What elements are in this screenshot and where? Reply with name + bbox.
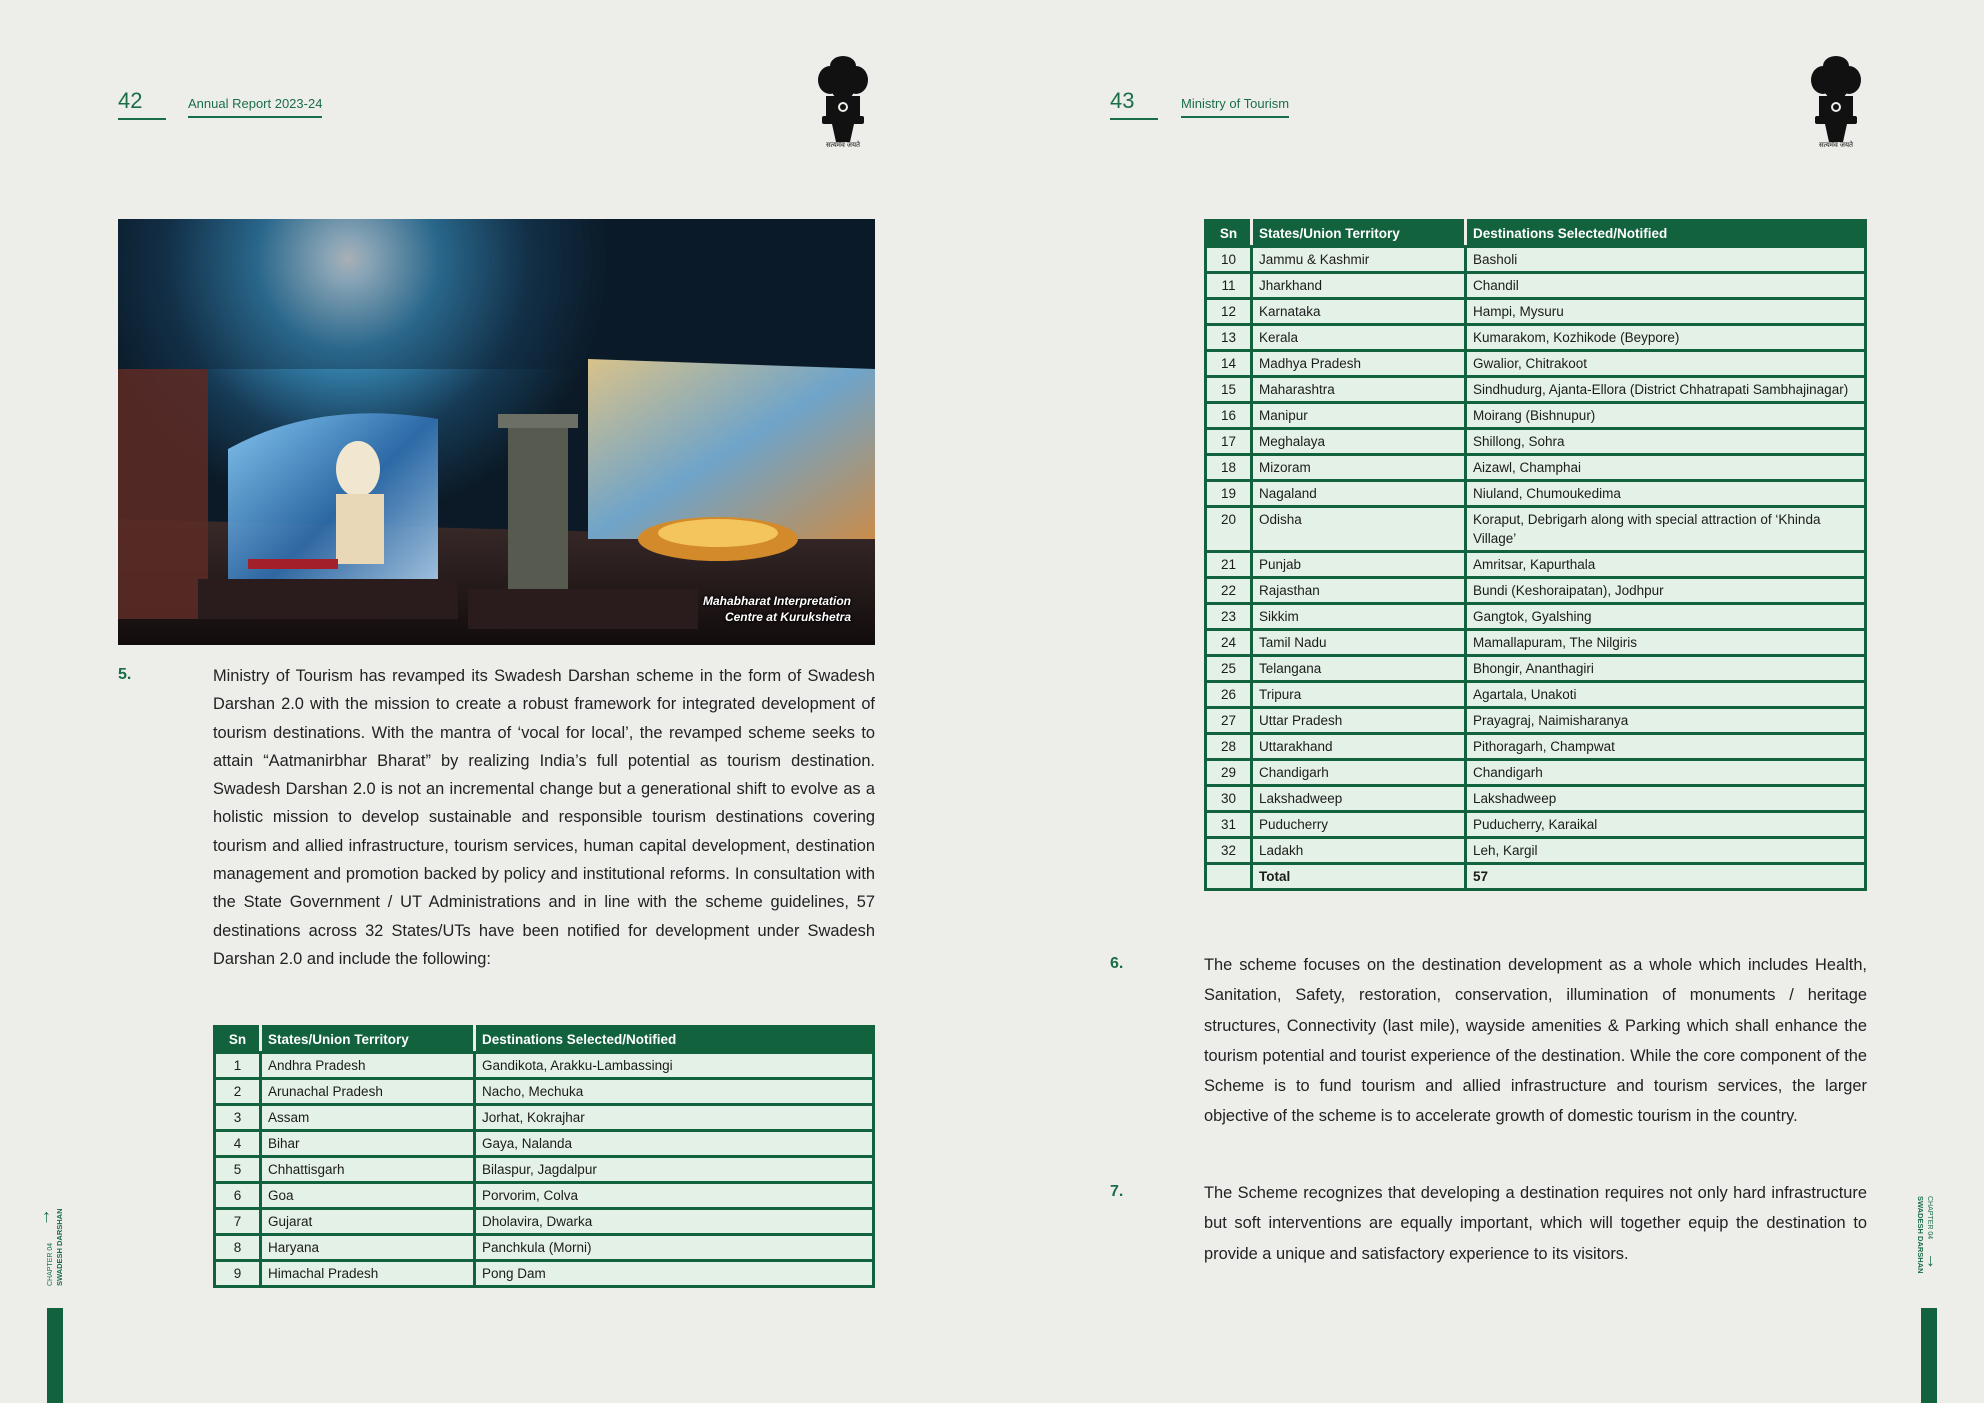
cell-state: Rajasthan bbox=[1252, 578, 1466, 604]
cell-state: Jharkhand bbox=[1252, 273, 1466, 299]
table-row bbox=[215, 1131, 874, 1157]
table-row bbox=[1206, 682, 1866, 708]
table-row bbox=[1206, 403, 1866, 429]
table-row bbox=[1206, 247, 1866, 273]
cell-state: Jammu & Kashmir bbox=[1252, 247, 1466, 273]
cell-state: Maharashtra bbox=[1252, 377, 1466, 403]
cell-sn: 30 bbox=[1206, 786, 1252, 812]
table-row bbox=[1206, 630, 1866, 656]
photo-interpretation-centre bbox=[118, 219, 875, 645]
cell-state: Uttarakhand bbox=[1252, 734, 1466, 760]
table-row bbox=[215, 1053, 874, 1079]
cell-state: Mizoram bbox=[1252, 455, 1466, 481]
national-emblem-icon bbox=[1803, 50, 1869, 150]
cell-sn: 27 bbox=[1206, 708, 1252, 734]
cell-destinations: Lakshadweep bbox=[1466, 786, 1866, 812]
image-caption-line-2: Centre at Kurukshetra bbox=[724, 610, 851, 624]
cell-sn: 31 bbox=[1206, 812, 1252, 838]
cell-total-sn bbox=[1206, 864, 1252, 890]
cell-state: Karnataka bbox=[1252, 299, 1466, 325]
cell-state: Uttar Pradesh bbox=[1252, 708, 1466, 734]
table-row bbox=[1206, 578, 1866, 604]
chapter-label-small: CHAPTER 04 bbox=[47, 1242, 54, 1286]
table-row bbox=[1206, 604, 1866, 630]
national-emblem-icon bbox=[810, 50, 876, 150]
para-5-number: 5. bbox=[118, 666, 132, 683]
cell-destinations: Chandil bbox=[1466, 273, 1866, 299]
cell-state: Tripura bbox=[1252, 682, 1466, 708]
cell-destinations: Gaya, Nalanda bbox=[475, 1131, 874, 1157]
cell-sn: 3 bbox=[215, 1105, 261, 1131]
cell-destinations: Basholi bbox=[1466, 247, 1866, 273]
table-row bbox=[1206, 760, 1866, 786]
cell-total-value: 57 bbox=[1466, 864, 1866, 890]
cell-sn: 5 bbox=[215, 1157, 261, 1183]
cell-destinations: Jorhat, Kokrajhar bbox=[475, 1105, 874, 1131]
cell-state: Kerala bbox=[1252, 325, 1466, 351]
table-row bbox=[215, 1105, 874, 1131]
cell-destinations: Koraput, Debrigarh along with special attraction of ‘Khinda Village’ bbox=[1466, 507, 1866, 552]
table-total-row bbox=[1206, 864, 1866, 890]
emblem-caption-right: सत्यमेव जयते bbox=[1818, 142, 1854, 149]
cell-sn: 21 bbox=[1206, 552, 1252, 578]
cell-destinations: Panchkula (Morni) bbox=[475, 1235, 874, 1261]
cell-destinations: Gwalior, Chitrakoot bbox=[1466, 351, 1866, 377]
cell-destinations: Bilaspur, Jagdalpur bbox=[475, 1157, 874, 1183]
cell-destinations: Aizawl, Champhai bbox=[1466, 455, 1866, 481]
table-row bbox=[1206, 734, 1866, 760]
table-row bbox=[1206, 812, 1866, 838]
side-tab-left bbox=[47, 1308, 63, 1403]
table-header-row bbox=[215, 1027, 874, 1053]
cell-state: Ladakh bbox=[1252, 838, 1466, 864]
table-row bbox=[215, 1209, 874, 1235]
cell-destinations: Puducherry, Karaikal bbox=[1466, 812, 1866, 838]
cell-state: Bihar bbox=[261, 1131, 475, 1157]
cell-state: Chandigarh bbox=[1252, 760, 1466, 786]
chapter-label-bold: SWADESH DARSHAN bbox=[55, 1208, 64, 1286]
cell-sn: 24 bbox=[1206, 630, 1252, 656]
cell-sn: 2 bbox=[215, 1079, 261, 1105]
chapter-label-small: CHAPTER 04 bbox=[1926, 1196, 1933, 1240]
table-row bbox=[215, 1157, 874, 1183]
destinations-table-left bbox=[213, 1025, 875, 1288]
header-sn: Sn bbox=[215, 1027, 261, 1053]
side-tab-right bbox=[1921, 1308, 1937, 1403]
cell-state: Puducherry bbox=[1252, 812, 1466, 838]
cell-sn: 32 bbox=[1206, 838, 1252, 864]
header-state: States/Union Territory bbox=[261, 1027, 475, 1053]
table-row bbox=[1206, 455, 1866, 481]
para-6-number: 6. bbox=[1110, 955, 1124, 972]
cell-state: Arunachal Pradesh bbox=[261, 1079, 475, 1105]
cell-destinations: Amritsar, Kapurthala bbox=[1466, 552, 1866, 578]
cell-destinations: Pithoragarh, Champwat bbox=[1466, 734, 1866, 760]
table-row bbox=[1206, 786, 1866, 812]
table-row bbox=[1206, 656, 1866, 682]
cell-state: Chhattisgarh bbox=[261, 1157, 475, 1183]
cell-sn: 20 bbox=[1206, 507, 1252, 552]
cell-state: Meghalaya bbox=[1252, 429, 1466, 455]
cell-destinations: Nacho, Mechuka bbox=[475, 1079, 874, 1105]
cell-sn: 26 bbox=[1206, 682, 1252, 708]
running-head-right: Ministry of Tourism bbox=[1181, 96, 1290, 111]
cell-sn: 22 bbox=[1206, 578, 1252, 604]
table-row bbox=[215, 1261, 874, 1287]
table-row bbox=[1206, 552, 1866, 578]
cell-sn: 14 bbox=[1206, 351, 1252, 377]
cell-sn: 9 bbox=[215, 1261, 261, 1287]
image-caption bbox=[703, 593, 851, 625]
cell-destinations: Leh, Kargil bbox=[1466, 838, 1866, 864]
header-sn: Sn bbox=[1206, 221, 1252, 247]
cell-destinations: Mamallapuram, The Nilgiris bbox=[1466, 630, 1866, 656]
hero-photo bbox=[118, 219, 875, 645]
arrow-up-icon: ↑ bbox=[42, 1206, 51, 1226]
cell-destinations: Agartala, Unakoti bbox=[1466, 682, 1866, 708]
cell-state: Odisha bbox=[1252, 507, 1466, 552]
cell-state: Himachal Pradesh bbox=[261, 1261, 475, 1287]
table-row bbox=[1206, 708, 1866, 734]
page-number-right: 43 bbox=[1110, 88, 1135, 113]
cell-sn: 4 bbox=[215, 1131, 261, 1157]
cell-sn: 1 bbox=[215, 1053, 261, 1079]
table-row bbox=[1206, 838, 1866, 864]
table-row bbox=[1206, 351, 1866, 377]
table-row bbox=[1206, 299, 1866, 325]
para-7-text: The Scheme recognizes that developing a destination requires not only hard infrastructure but soft interventions are equally important, which will together equip the destination to provide a unique and satisfactory experience to its visitors. bbox=[1204, 1184, 1867, 1263]
cell-destinations: Dholavira, Dwarka bbox=[475, 1209, 874, 1235]
cell-state: Telangana bbox=[1252, 656, 1466, 682]
cell-sn: 6 bbox=[215, 1183, 261, 1209]
cell-state: Punjab bbox=[1252, 552, 1466, 578]
table-row bbox=[1206, 507, 1866, 552]
cell-destinations: Gandikota, Arakku-Lambassingi bbox=[475, 1053, 874, 1079]
table-row bbox=[215, 1079, 874, 1105]
cell-destinations: Pong Dam bbox=[475, 1261, 874, 1287]
table-row bbox=[1206, 325, 1866, 351]
cell-sn: 12 bbox=[1206, 299, 1252, 325]
destinations-table-right bbox=[1204, 219, 1867, 891]
cell-destinations: Chandigarh bbox=[1466, 760, 1866, 786]
cell-destinations: Niuland, Chumoukedima bbox=[1466, 481, 1866, 507]
table-row bbox=[215, 1183, 874, 1209]
cell-total-label: Total bbox=[1252, 864, 1466, 890]
cell-destinations: Shillong, Sohra bbox=[1466, 429, 1866, 455]
para-7-number: 7. bbox=[1110, 1183, 1124, 1200]
chapter-label-bold: SWADESH DARSHAN bbox=[1916, 1196, 1925, 1274]
cell-sn: 11 bbox=[1206, 273, 1252, 299]
cell-state: Andhra Pradesh bbox=[261, 1053, 475, 1079]
cell-destinations: Kumarakom, Kozhikode (Beypore) bbox=[1466, 325, 1866, 351]
cell-destinations: Bhongir, Ananthagiri bbox=[1466, 656, 1866, 682]
running-head-left: Annual Report 2023-24 bbox=[188, 96, 323, 111]
cell-sn: 16 bbox=[1206, 403, 1252, 429]
cell-state: Madhya Pradesh bbox=[1252, 351, 1466, 377]
cell-state: Lakshadweep bbox=[1252, 786, 1466, 812]
cell-destinations: Moirang (Bishnupur) bbox=[1466, 403, 1866, 429]
table-header-row bbox=[1206, 221, 1866, 247]
para-6-text: The scheme focuses on the destination development as a whole which includes Health, Sanitation, Safety, restoration, conservation, illumination of monuments / heritage structures, Connectivity (last mile), wayside amenities & Parking which shall enhance the tourism potential and tourist experience of the destination. While the core component of the Scheme is to fund tourism and allied infrastructure and tourism services, the larger objective of the scheme is to accelerate growth of domestic tourism in the country. bbox=[1204, 956, 1867, 1126]
cell-sn: 28 bbox=[1206, 734, 1252, 760]
cell-destinations: Hampi, Mysuru bbox=[1466, 299, 1866, 325]
cell-destinations: Sindhudurg, Ajanta-Ellora (District Chhatrapati Sambhajinagar) bbox=[1466, 377, 1866, 403]
image-caption-line-1: Mahabharat Interpretation bbox=[702, 594, 851, 608]
cell-sn: 10 bbox=[1206, 247, 1252, 273]
cell-sn: 19 bbox=[1206, 481, 1252, 507]
table-row bbox=[1206, 377, 1866, 403]
emblem-caption-left: सत्यमेव जयते bbox=[825, 142, 861, 149]
cell-state: Sikkim bbox=[1252, 604, 1466, 630]
cell-sn: 23 bbox=[1206, 604, 1252, 630]
table-row bbox=[1206, 481, 1866, 507]
page-number-left: 42 bbox=[118, 88, 143, 113]
cell-sn: 7 bbox=[215, 1209, 261, 1235]
cell-sn: 25 bbox=[1206, 656, 1252, 682]
cell-state: Nagaland bbox=[1252, 481, 1466, 507]
cell-sn: 15 bbox=[1206, 377, 1252, 403]
para-5-text: Ministry of Tourism has revamped its Swadesh Darshan scheme in the form of Swadesh Darshan 2.0 with the mission to create a robust framework for integrated development of tourism destinations. With the mantra of ‘vocal for local’, the revamped scheme seeks to attain “Aatmanirbhar Bharat” by realizing India’s full potential as tourism destination. Swadesh Darshan 2.0 is not an incremental change but a generational shift to evolve as a holistic mission to develop sustainable and responsible tourism destinations covering tourism and allied infrastructure, tourism services, human capital development, destination management and promotion backed by policy and institutional reforms. In consultation with the State Government / UT Administrations and in line with the scheme guidelines, 57 destinations across 32 States/UTs have been notified for development under Swadesh Darshan 2.0 and include the following: bbox=[213, 667, 875, 968]
cell-state: Goa bbox=[261, 1183, 475, 1209]
table-row bbox=[215, 1235, 874, 1261]
cell-state: Gujarat bbox=[261, 1209, 475, 1235]
cell-sn: 8 bbox=[215, 1235, 261, 1261]
cell-state: Haryana bbox=[261, 1235, 475, 1261]
header-destinations: Destinations Selected/Notified bbox=[1466, 221, 1866, 247]
cell-sn: 17 bbox=[1206, 429, 1252, 455]
cell-destinations: Prayagraj, Naimisharanya bbox=[1466, 708, 1866, 734]
cell-state: Tamil Nadu bbox=[1252, 630, 1466, 656]
arrow-down-icon: ↓ bbox=[1926, 1250, 1935, 1270]
cell-sn: 18 bbox=[1206, 455, 1252, 481]
cell-sn: 29 bbox=[1206, 760, 1252, 786]
table-row bbox=[1206, 273, 1866, 299]
header-state: States/Union Territory bbox=[1252, 221, 1466, 247]
header-destinations: Destinations Selected/Notified bbox=[475, 1027, 874, 1053]
table-row bbox=[1206, 429, 1866, 455]
cell-state: Assam bbox=[261, 1105, 475, 1131]
cell-destinations: Gangtok, Gyalshing bbox=[1466, 604, 1866, 630]
cell-sn: 13 bbox=[1206, 325, 1252, 351]
cell-destinations: Porvorim, Colva bbox=[475, 1183, 874, 1209]
cell-destinations: Bundi (Keshoraipatan), Jodhpur bbox=[1466, 578, 1866, 604]
cell-state: Manipur bbox=[1252, 403, 1466, 429]
